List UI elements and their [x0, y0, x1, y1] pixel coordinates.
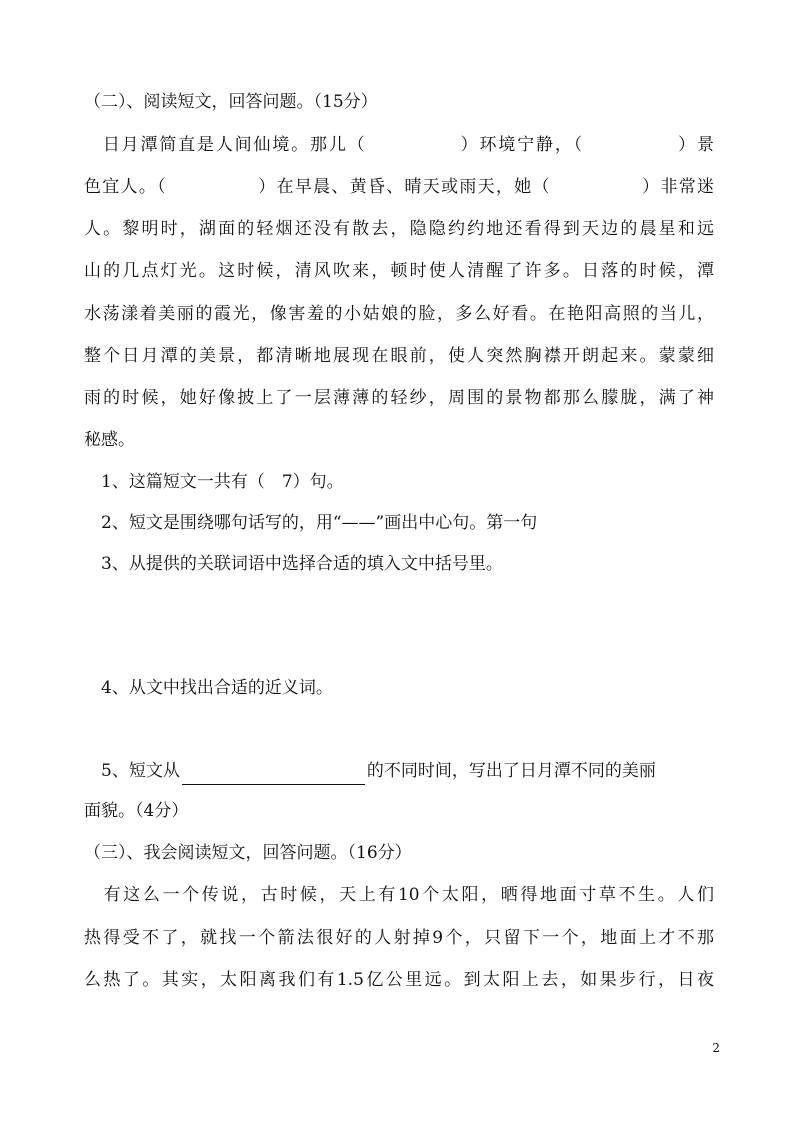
section2-heading: （二）、阅读短文，回答问题。（15分） — [84, 92, 378, 112]
question-3: 3、从提供的关联词语中选择合适的填入文中括号里。 — [84, 554, 503, 574]
question-2: 2、短文是围绕哪句话写的，用“——”画出中心句。第一句 — [84, 513, 538, 533]
passage-line: 秘感。 — [84, 430, 135, 450]
conjunction-options-row1 — [84, 592, 714, 620]
passage-line: 人。黎明时，湖面的轻烟还没有散去，隐隐约约地还看得到天边的晨星和远 — [84, 219, 714, 239]
question-5-prefix: 5、短文从 — [84, 761, 180, 781]
passage-line: 色宜人。（ ）在早晨、黄昏、晴天或雨天，她（ ）非常迷 — [84, 177, 714, 197]
question-5-line2: 面貌。（4分） — [84, 801, 189, 821]
passage-line: 雨的时候，她好像披上了一层薄薄的轻纱，周围的景物都那么朦胧，满了神 — [84, 388, 714, 408]
section3-heading: （三）、我会阅读短文，回答问题。（16分） — [84, 843, 412, 863]
passage-line: 有这么一个传说，古时候，天上有10个太阳，晒得地面寸草不生。人们 — [84, 885, 714, 905]
passage-line: 山的几点灯光。这时候，清风吹来，顿时使人清醒了许多。日落的时候，潭 — [84, 261, 714, 281]
passage-line: 热得受不了，就找一个箭法很好的人射掉9个，只留下一个，地面上才不那 — [84, 928, 714, 948]
passage-line: 么热了。其实，太阳离我们有1.5亿公里远。到太阳上去，如果步行，日夜 — [84, 970, 714, 990]
question-1: 1、这篇短文一共有（ 7）句。 — [84, 472, 344, 492]
passage-line: 日月潭简直是人间仙境。那儿（ ）环境宁静，（ ）景 — [84, 135, 714, 155]
synonym-row — [84, 715, 714, 743]
question-5-suffix: 的不同时间，写出了日月潭不同的美丽 — [366, 761, 656, 781]
page-number: 2 — [712, 1041, 720, 1055]
question-4: 4、从文中找出合适的近义词。 — [84, 678, 333, 698]
passage-line: 水荡漾着美丽的霞光，像害羞的小姑娘的脸，多么好看。在艳阳高照的当儿， — [84, 304, 714, 324]
question-5 — [84, 757, 714, 785]
conjunction-options-row2 — [84, 632, 714, 660]
passage-line: 整个日月潭的美景，都清晰地展现在眼前，使人突然胸襟开朗起来。蒙蒙细 — [84, 346, 714, 366]
answer-blank[interactable] — [182, 766, 365, 785]
